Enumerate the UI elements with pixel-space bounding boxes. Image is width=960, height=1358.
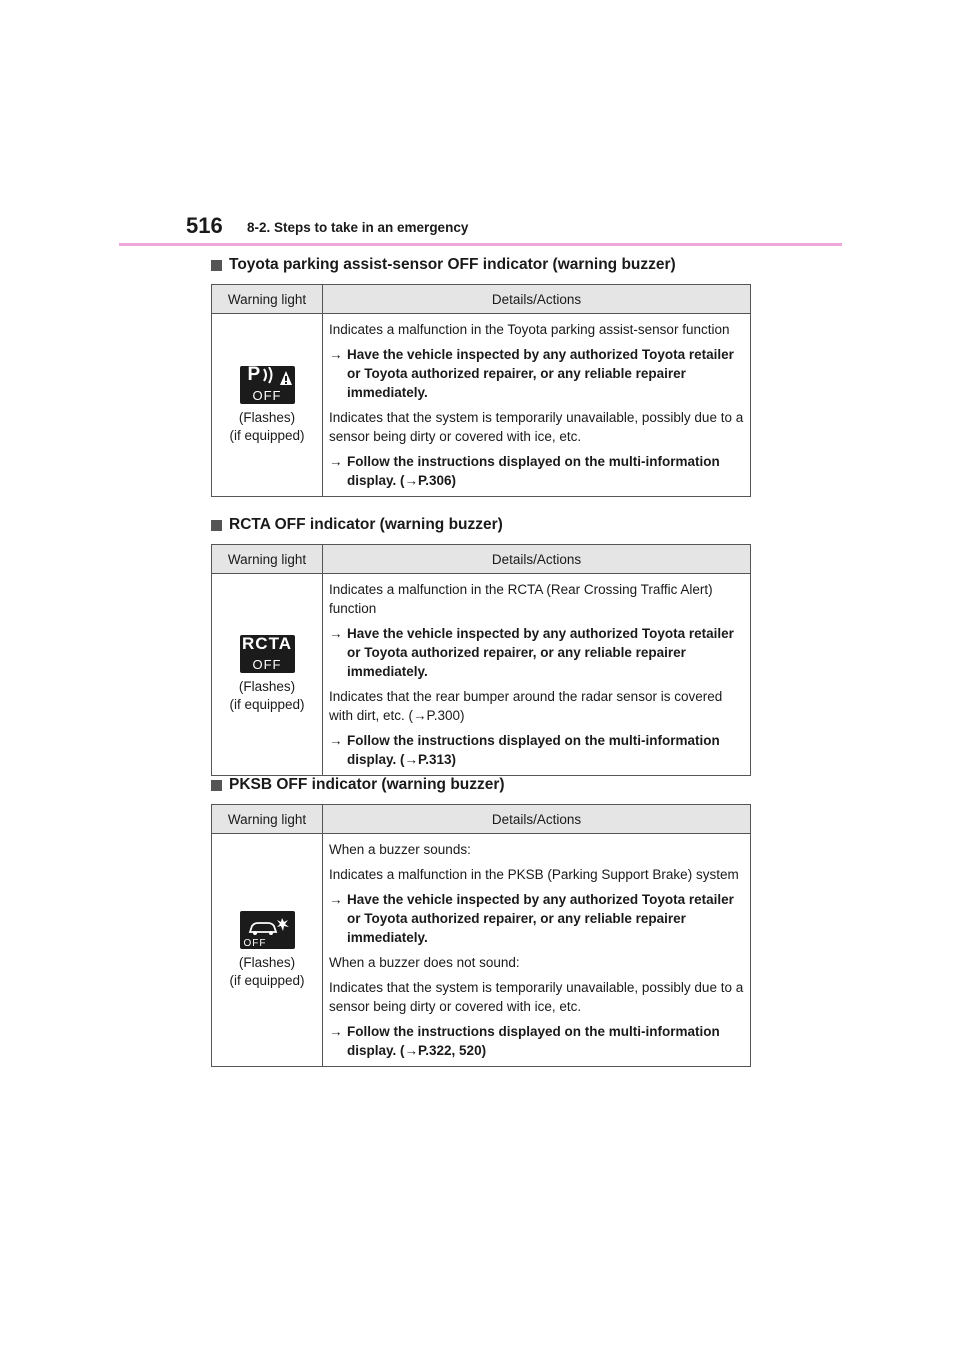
icon-caption-equipped: (if equipped) — [229, 972, 305, 988]
arrow-icon: → — [329, 454, 343, 469]
details-text: Indicates that the system is temporarily unavailable, possibly due to a sensor being dirty or covered with ice, etc. — [329, 980, 744, 1014]
action-text — [329, 452, 744, 490]
sound-wave-icon — [262, 367, 292, 387]
action-text-body: Follow the instructions displayed on the multi-information display. (→P.313) — [347, 733, 720, 767]
details-text: Indicates that the system is temporarily unavailable, possibly due to a sensor being dirty or covered with ice, etc. — [329, 410, 744, 444]
warning-table — [211, 804, 751, 1067]
icon-caption-flashes: (Flashes) — [238, 954, 296, 970]
warning-light-cell — [212, 574, 323, 776]
bullet-square-icon — [211, 780, 222, 791]
pksb-off-icon — [240, 911, 295, 949]
arrow-icon: → — [329, 347, 343, 362]
details-cell — [323, 314, 751, 497]
col-details: Details/Actions — [323, 805, 751, 834]
icon-rcta-text: RCTA — [242, 634, 292, 653]
header-rule — [119, 243, 842, 246]
icon-p-letter: P — [247, 363, 261, 385]
details-text: Indicates a malfunction in the RCTA (Rear Crossing Traffic Alert) function — [329, 582, 713, 616]
section-parking-assist — [211, 256, 751, 497]
icon-off-text: OFF — [243, 937, 267, 949]
action-text — [329, 345, 744, 402]
rcta-off-icon — [240, 635, 295, 673]
section-rcta — [211, 516, 751, 776]
action-text-body: Follow the instructions displayed on the multi-information display. (→P.322, 520) — [347, 1024, 720, 1058]
section-title-text: Toyota parking assist-sensor OFF indicator (warning buzzer) — [229, 256, 676, 273]
icon-caption-equipped: (if equipped) — [229, 697, 305, 712]
action-text-body: Have the vehicle inspected by any authorized Toyota retailer or Toyota authorized repairer, or any reliable repairer immediately. — [347, 892, 734, 945]
table-row — [212, 314, 751, 497]
chapter-title: 8-2. Steps to take in an emergency — [247, 220, 469, 235]
details-cell — [323, 834, 751, 1067]
arrow-icon: → — [329, 892, 343, 907]
action-text — [329, 1022, 744, 1060]
details-cell — [323, 574, 751, 776]
icon-caption-equipped: (if equipped) — [229, 427, 305, 443]
table-header-row — [212, 805, 751, 834]
warning-light-cell — [212, 314, 323, 497]
section-title — [211, 256, 751, 274]
icon-caption-flashes: (Flashes) — [238, 409, 296, 425]
bullet-square-icon — [211, 260, 222, 271]
table-row — [212, 834, 751, 1067]
warning-light-cell — [212, 834, 323, 1067]
col-warning-light: Warning light — [212, 805, 323, 834]
bullet-square-icon — [211, 520, 222, 531]
section-pksb — [211, 776, 751, 1067]
parking-assist-sensor-off-icon — [240, 363, 295, 404]
arrow-icon: → — [329, 733, 343, 748]
action-text — [329, 624, 744, 681]
action-text — [329, 890, 744, 947]
details-text: Indicates that the rear bumper around the radar sensor is covered with dirt, etc. (→P.300) — [329, 689, 723, 723]
details-text: Indicates a malfunction in the PKSB (Parking Support Brake) system — [329, 867, 739, 882]
icon-caption-flashes: (Flashes) — [238, 679, 296, 694]
warning-table — [211, 284, 751, 497]
details-text: When a buzzer sounds: — [329, 842, 471, 857]
table-header-row — [212, 545, 751, 574]
col-warning-light: Warning light — [212, 285, 323, 314]
arrow-icon: → — [329, 626, 343, 641]
action-text-body: Have the vehicle inspected by any authorized Toyota retailer or Toyota authorized repairer, or any reliable repairer immediately. — [347, 347, 734, 400]
arrow-icon: → — [329, 1024, 343, 1039]
details-text: Indicates a malfunction in the Toyota parking assist-sensor function — [329, 322, 730, 337]
section-title-text: PKSB OFF indicator (warning buzzer) — [229, 776, 505, 793]
action-text-body: Have the vehicle inspected by any authorized Toyota retailer or Toyota authorized repairer, or any reliable repairer immediately. — [347, 626, 734, 679]
details-text: When a buzzer does not sound: — [329, 955, 520, 970]
icon-off-text: OFF — [252, 387, 282, 403]
section-title-text: RCTA OFF indicator (warning buzzer) — [229, 516, 503, 533]
table-row — [212, 574, 751, 776]
warning-table — [211, 544, 751, 776]
section-title — [211, 516, 751, 534]
col-details: Details/Actions — [323, 285, 751, 314]
page-number: 516 — [186, 213, 223, 238]
table-header-row — [212, 285, 751, 314]
icon-off-text: OFF — [252, 657, 282, 672]
col-details: Details/Actions — [323, 545, 751, 574]
section-title — [211, 776, 751, 794]
col-warning-light: Warning light — [212, 545, 323, 574]
action-text-body: Follow the instructions displayed on the multi-information display. (→P.306) — [347, 454, 720, 488]
action-text — [329, 731, 744, 769]
